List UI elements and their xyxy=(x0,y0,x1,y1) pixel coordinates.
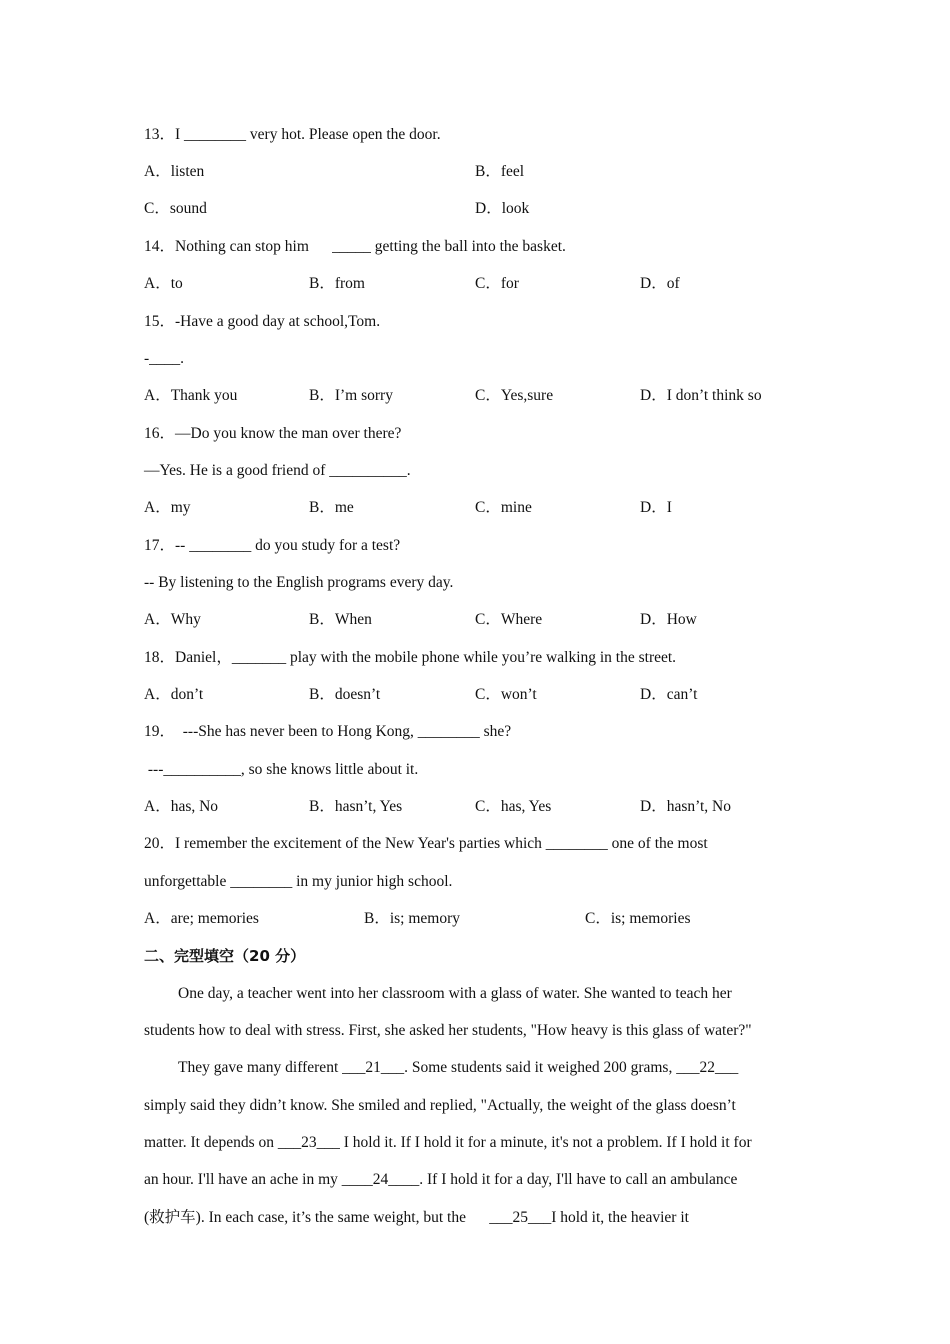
question-19-stem: 19． ---She has never been to Hong Kong, ________ she? xyxy=(144,723,512,740)
q16-option-d: D．I xyxy=(640,499,672,516)
q18-option-d: D．can’t xyxy=(640,686,698,703)
q16-option-c: C．mine xyxy=(475,499,532,516)
question-19-reply: ---__________, so she knows little about it. xyxy=(144,761,419,778)
q19-option-c: C．has, Yes xyxy=(475,798,552,815)
question-16-stem: 16．—Do you know the man over there? xyxy=(144,425,402,442)
passage-line: One day, a teacher went into her classroom with a glass of water. She wanted to teach her xyxy=(178,985,732,1002)
question-18-stem: 18．Daniel，_______ play with the mobile phone while you’re walking in the street. xyxy=(144,649,677,666)
question-17-reply: -- By listening to the English programs every day. xyxy=(144,574,454,591)
q17-option-d: D．How xyxy=(640,611,697,628)
q13-option-c: C．sound xyxy=(144,200,207,217)
q19-option-a: A．has, No xyxy=(144,798,219,815)
passage-line: They gave many different ___21___. Some students said it weighed 200 grams, ___22___ xyxy=(178,1059,739,1076)
passage-line: matter. It depends on ___23___ I hold it. If I hold it for a minute, it's not a problem. If I hold it for xyxy=(144,1134,752,1151)
q17-option-b: B．When xyxy=(309,611,372,628)
q19-option-d: D．hasn’t, No xyxy=(640,798,731,815)
q16-option-a: A．my xyxy=(144,499,191,516)
question-16-reply: —Yes. He is a good friend of __________. xyxy=(144,462,411,479)
q15-option-d: D．I don’t think so xyxy=(640,387,762,404)
q13-option-d: D．look xyxy=(475,200,530,217)
question-20-stem-continued: unforgettable ________ in my junior high school. xyxy=(144,873,453,890)
passage-line: simply said they didn’t know. She smiled and replied, "Actually, the weight of the glass doesn’t xyxy=(144,1097,736,1114)
question-14-stem: 14．Nothing can stop him _____ getting the ball into the basket. xyxy=(144,238,566,255)
question-15-stem: 15．-Have a good day at school,Tom. xyxy=(144,313,381,330)
q18-option-a: A．don’t xyxy=(144,686,204,703)
q20-option-a: A．are; memories xyxy=(144,910,259,927)
q18-option-c: C．won’t xyxy=(475,686,537,703)
q17-option-a: A．Why xyxy=(144,611,201,628)
q13-option-b: B．feel xyxy=(475,163,525,180)
q14-option-b: B．from xyxy=(309,275,365,292)
q18-option-b: B．doesn’t xyxy=(309,686,381,703)
q17-option-c: C．Where xyxy=(475,611,543,628)
question-13-stem: 13．I ________ very hot. Please open the door. xyxy=(144,126,441,143)
question-20-stem: 20．I remember the excitement of the New Year's parties which ________ one of the most xyxy=(144,835,708,852)
q14-option-c: C．for xyxy=(475,275,519,292)
q15-option-a: A．Thank you xyxy=(144,387,238,404)
q20-option-b: B．is; memory xyxy=(364,910,461,927)
q19-option-b: B．hasn’t, Yes xyxy=(309,798,403,815)
question-17-stem: 17．-- ________ do you study for a test? xyxy=(144,537,401,554)
q20-option-c: C．is; memories xyxy=(585,910,691,927)
passage-line: (救护车). In each case, it’s the same weight, but the ___25___I hold it, the heavier it xyxy=(144,1209,689,1226)
section-2-heading: 二、完型填空（20 分） xyxy=(144,947,306,965)
passage-line: an hour. I'll have an ache in my ____24____. If I hold it for a day, I'll have to call an ambulance xyxy=(144,1171,738,1188)
q16-option-b: B．me xyxy=(309,499,354,516)
q15-option-c: C．Yes,sure xyxy=(475,387,554,404)
question-15-reply: -____. xyxy=(144,350,185,367)
q14-option-a: A．to xyxy=(144,275,183,292)
q14-option-d: D．of xyxy=(640,275,680,292)
q15-option-b: B．I’m sorry xyxy=(309,387,393,404)
q13-option-a: A．listen xyxy=(144,163,205,180)
passage-line: students how to deal with stress. First, she asked her students, "How heavy is this glass of water?" xyxy=(144,1022,752,1039)
